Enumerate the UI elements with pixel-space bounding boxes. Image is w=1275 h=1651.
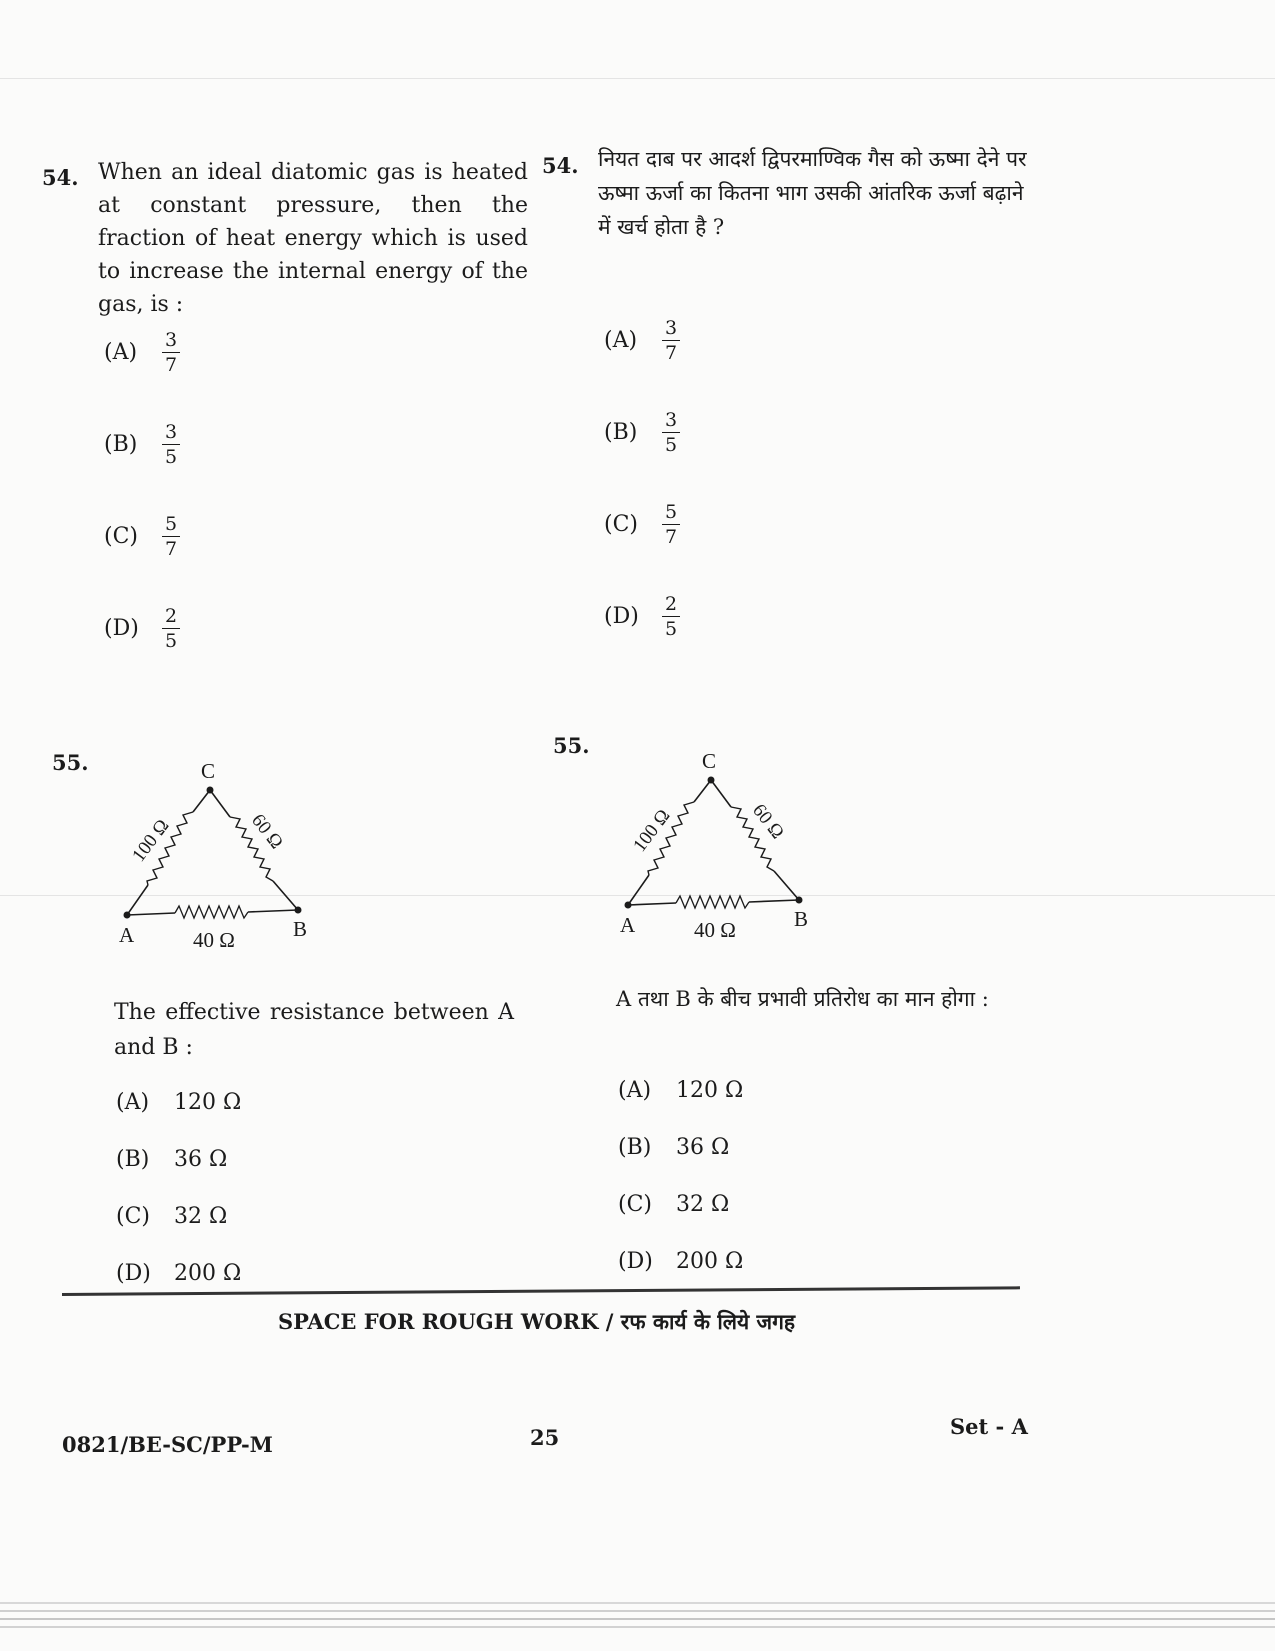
q54-text-en: When an ideal diatomic gas is heated at constant pressure, then the fraction of heat energy which is used to increase the internal energy of the gas, is :: [98, 160, 528, 317]
q54-option-c-en[interactable]: [104, 506, 180, 566]
q55-option-d-en[interactable]: [116, 1261, 241, 1291]
node-c-dot: [207, 787, 214, 794]
q54-option-b-en[interactable]: [104, 414, 180, 474]
q54-options-en: [104, 322, 180, 658]
wire: [628, 903, 676, 905]
wire: [248, 910, 298, 912]
node-b-dot: [796, 897, 803, 904]
node-b-dot: [295, 907, 302, 914]
resistor-cb-label: 60 Ω: [247, 810, 287, 853]
q55-options-en: [116, 1090, 241, 1291]
fraction: $\frac{2}{5}$: [162, 605, 180, 652]
q54-number-en: 54.: [42, 165, 79, 190]
option-value: 120 Ω: [676, 1078, 744, 1103]
wire: [774, 871, 799, 900]
option-value: 32 Ω: [174, 1204, 228, 1229]
option-label: (A): [618, 1078, 652, 1103]
resistor-ab: [676, 896, 749, 908]
q55-number-hi: 55.: [553, 733, 590, 758]
option-label: (B): [604, 419, 638, 445]
page-number: 25: [530, 1425, 560, 1450]
q55-option-a-hi[interactable]: [618, 1078, 743, 1108]
resistor-ac-label: 100 Ω: [629, 805, 675, 857]
option-label: (D): [104, 615, 139, 641]
q55-option-b-hi[interactable]: [618, 1135, 743, 1165]
node-a-dot: [625, 902, 632, 909]
q54-option-d-en[interactable]: [104, 598, 180, 658]
node-c-label: C: [702, 749, 717, 773]
resistor-ab: [175, 906, 248, 918]
q55-option-a-en[interactable]: [116, 1090, 241, 1120]
wire: [127, 913, 175, 915]
wire: [749, 900, 799, 902]
q54-option-a-hi[interactable]: [604, 310, 680, 370]
q55-number-en: 55.: [52, 750, 89, 775]
q55-option-c-hi[interactable]: [618, 1192, 743, 1222]
option-label: (C): [618, 1192, 652, 1217]
option-label: (B): [116, 1147, 150, 1172]
option-label: (C): [116, 1204, 150, 1229]
fraction: $\frac{5}{7}$: [662, 501, 680, 548]
fraction: $\frac{2}{5}$: [662, 593, 680, 640]
wire: [210, 790, 230, 817]
resistor-ab-label: 40 Ω: [694, 918, 736, 942]
wire: [127, 885, 148, 915]
node-a-label: A: [119, 923, 135, 947]
option-value: 36 Ω: [676, 1135, 730, 1160]
fraction: $\frac{3}{7}$: [162, 329, 180, 376]
fraction: $\frac{5}{7}$: [162, 513, 180, 560]
q55-option-b-en[interactable]: [116, 1147, 241, 1177]
option-label: (C): [604, 511, 638, 537]
option-label: (D): [618, 1249, 653, 1274]
fraction: $\frac{3}{7}$: [662, 317, 680, 364]
option-label: (B): [618, 1135, 652, 1160]
option-label: (D): [604, 603, 639, 629]
wire: [628, 875, 649, 905]
q54-option-b-hi[interactable]: [604, 402, 680, 462]
node-c-dot: [708, 777, 715, 784]
q55-options-hi: [618, 1078, 743, 1279]
scanner-edge: [0, 1600, 1275, 1651]
q55-text-en-line1: [114, 995, 514, 1065]
option-label: (C): [104, 523, 138, 549]
option-value: 36 Ω: [174, 1147, 228, 1172]
option-label: (D): [116, 1261, 151, 1286]
wire: [711, 780, 731, 807]
set-label: Set - A: [950, 1414, 1028, 1439]
node-b-label: B: [293, 917, 308, 941]
q55-text-en: The effective resistance between A and B :: [114, 1000, 514, 1060]
q54-option-c-hi[interactable]: [604, 494, 680, 554]
q54-number-hi: 54.: [542, 153, 579, 178]
option-value: 200 Ω: [676, 1249, 744, 1274]
q54-options-hi: [604, 310, 680, 646]
option-label: (A): [104, 339, 138, 365]
option-label: (A): [604, 327, 638, 353]
q54-option-a-en[interactable]: [104, 322, 180, 382]
option-value: 32 Ω: [676, 1192, 730, 1217]
node-c-label: C: [201, 759, 216, 783]
q55-option-d-hi[interactable]: [618, 1249, 743, 1279]
fraction: $\frac{3}{5}$: [162, 421, 180, 468]
scan-artifact-line: [0, 78, 1275, 79]
q55-option-c-en[interactable]: [116, 1204, 241, 1234]
triangle-circuit-diagram-en: [105, 755, 335, 1005]
option-value: 200 Ω: [174, 1261, 242, 1286]
resistor-ab-label: 40 Ω: [193, 928, 235, 952]
rough-work-heading: SPACE FOR ROUGH WORK / रफ कार्य के लिये जगह: [278, 1309, 796, 1334]
node-b-label: B: [794, 907, 809, 931]
option-value: 120 Ω: [174, 1090, 242, 1115]
q55-text-hi: A तथा B के बीच प्रभावी प्रतिरोध का मान होगा :: [616, 987, 989, 1011]
resistor-ac-label: 100 Ω: [128, 815, 174, 867]
paper-code: 0821/BE-SC/PP-M: [62, 1432, 273, 1457]
wire: [193, 790, 210, 812]
wire: [694, 780, 711, 802]
resistor-cb-label: 60 Ω: [748, 800, 788, 843]
q54-option-d-hi[interactable]: [604, 586, 680, 646]
fraction: $\frac{3}{5}$: [662, 409, 680, 456]
option-label: (A): [116, 1090, 150, 1115]
wire: [273, 881, 298, 910]
node-a-dot: [124, 912, 131, 919]
triangle-circuit-diagram-hi: [606, 745, 836, 995]
option-label: (B): [104, 431, 138, 457]
q54-text-hi: नियत दाब पर आदर्श द्विपरमाण्विक गैस को ऊष्मा देने पर ऊष्मा ऊर्जा का कितना भाग उसकी आंतरिक ऊर्जा बढ़ाने में खर्च होता है ?: [598, 147, 1027, 239]
node-a-label: A: [620, 913, 636, 937]
